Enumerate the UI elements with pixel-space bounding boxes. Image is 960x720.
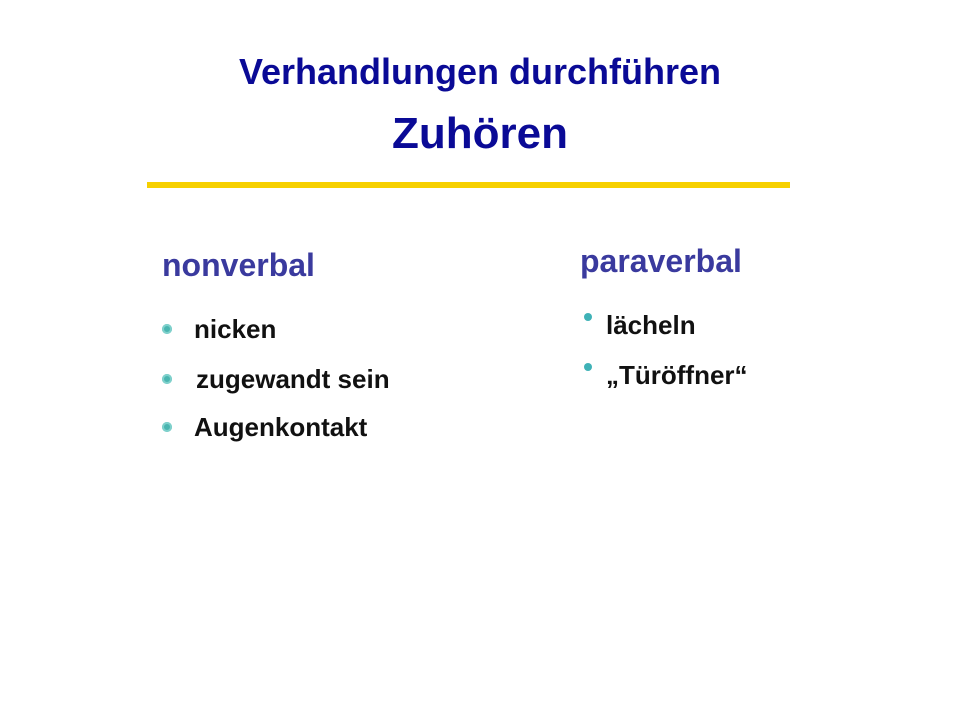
slide-subtitle: Zuhören xyxy=(392,109,568,158)
list-item-label: Augenkontakt xyxy=(194,412,368,442)
list-item-laecheln xyxy=(584,308,844,342)
list-item-label: „Türöffner“ xyxy=(606,360,748,390)
bullet-icon xyxy=(162,374,172,384)
title-divider xyxy=(147,182,790,188)
bullet-icon xyxy=(584,313,592,321)
list-item-augenkontakt xyxy=(162,410,482,444)
list-item-label: nicken xyxy=(194,314,277,344)
list-item-label: lächeln xyxy=(606,310,696,340)
bullet-icon xyxy=(584,363,592,371)
list-item-label: zugewandt sein xyxy=(196,364,390,394)
slide-title: Verhandlungen durchführen xyxy=(238,51,722,92)
list-item-zugewandt-sein xyxy=(162,362,482,396)
bullet-icon xyxy=(162,324,172,334)
nonverbal-heading: nonverbal xyxy=(162,247,315,283)
list-item-nicken xyxy=(162,312,482,346)
paraverbal-heading: paraverbal xyxy=(580,243,742,279)
list-item-tueroeffner xyxy=(584,358,844,392)
bullet-icon xyxy=(162,422,172,432)
